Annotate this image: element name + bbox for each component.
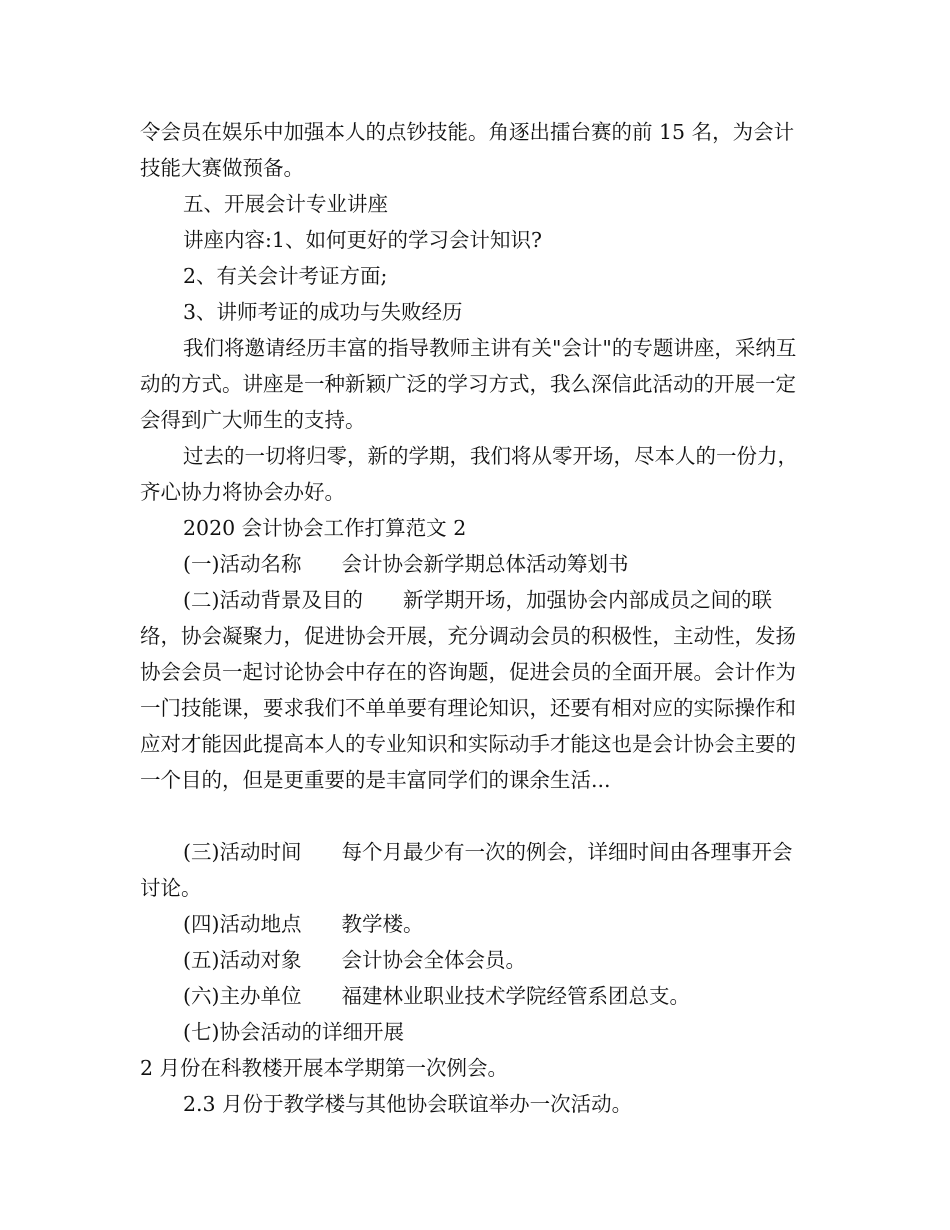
item-value: 每个月最少有一次的例会，详细时间由各理事开会讨论。 xyxy=(140,840,793,900)
item-value: 福建林业职业技术学院经管系团总支。 xyxy=(341,984,690,1008)
item-label: (五)活动对象 xyxy=(183,948,302,972)
lecture-content-item-3: 3、讲师考证的成功与失败经历 xyxy=(183,300,463,324)
item-value: 新学期开场，加强协会内部成员之间的联络，协会凝聚力，促进协会开展，充分调动会员的积极性，主动性，发扬协会会员一起讨论协会中存在的咨询题，促进会员的全面开展。会计作为一门技能课，要求我们不单单要有理论知识，还要有相对应的实际操作和应对才能因此提高本人的专业知识和实际动手才能这也是会计协会主要的一个目的，但是更重要的是丰富同学们的课余生活... xyxy=(140,588,796,792)
paragraph-lecture-invite: 我们将邀请经历丰富的指导教师主讲有关"会计"的专题讲座，采纳互动的方式。讲座是一种新颖广泛的学习方式，我么深信此活动的开展一定会得到广大师生的支持。 xyxy=(140,336,797,432)
section-heading-lecture: 五、开展会计专业讲座 xyxy=(183,192,388,216)
item-label: (六)主办单位 xyxy=(183,984,302,1008)
item-detailed-activities: (七)协会活动的详细开展 xyxy=(183,1020,404,1044)
item-activity-location xyxy=(140,906,812,942)
sample-title-2: 2020 会计协会工作打算范文 2 xyxy=(183,516,467,540)
activity-february: 2 月份在科教楼开展本学期第一次例会。 xyxy=(140,1056,509,1080)
item-activity-name xyxy=(140,546,812,582)
paragraph-new-semester: 过去的一切将归零，新的学期，我们将从零开场，尽本人的一份力，齐心协力将协会办好。 xyxy=(140,444,798,504)
item-activity-time xyxy=(140,834,812,906)
item-label: (一)活动名称 xyxy=(183,552,302,576)
paragraph-1: 令会员在娱乐中加强本人的点钞技能。角逐出擂台赛的前 15 名，为会计技能大赛做预备。 xyxy=(140,120,795,180)
item-activity-audience xyxy=(140,942,812,978)
activity-march: 2.3 月份于教学楼与其他协会联谊举办一次活动。 xyxy=(183,1092,633,1116)
item-label: (二)活动背景及目的 xyxy=(183,588,363,612)
item-label: (三)活动时间 xyxy=(183,840,302,864)
item-value: 会计协会全体会员。 xyxy=(341,948,526,972)
item-label: (四)活动地点 xyxy=(183,912,302,936)
item-value: 会计协会新学期总体活动筹划书 xyxy=(341,552,629,576)
lecture-content-item-1: 讲座内容:1、如何更好的学习会计知识? xyxy=(183,228,542,252)
item-organizer xyxy=(140,978,812,1014)
item-value: 教学楼。 xyxy=(341,912,424,936)
lecture-content-item-2: 2、有关会计考证方面; xyxy=(183,264,388,288)
item-activity-background xyxy=(140,582,812,798)
